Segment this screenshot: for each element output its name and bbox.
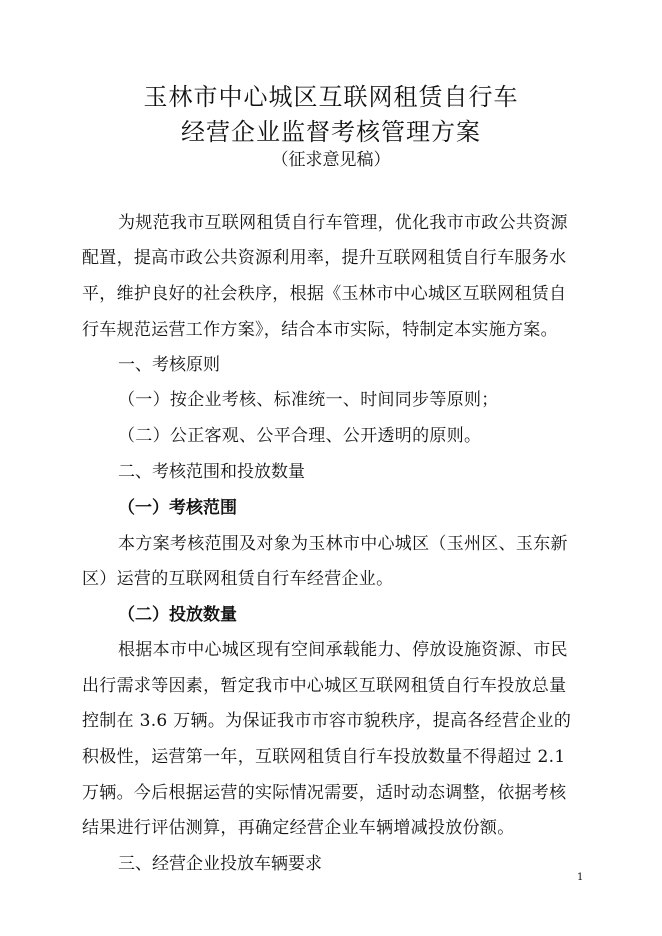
document-title-line1: 玉林市中心城区互联网租赁自行车 <box>143 83 519 111</box>
body-line: 本方案考核范围及对象为玉林市中心城区（玉州区、玉东新 <box>118 534 568 554</box>
intro-line: 平，维护良好的社会秩序，根据《玉林市中心城区互联网租赁自 <box>82 284 567 304</box>
section-heading: 三、经营企业投放车辆要求 <box>118 854 322 874</box>
subsection-heading: （一）考核范围 <box>118 498 237 518</box>
document-title-line2: 经营企业监督考核管理方案 <box>181 118 481 146</box>
subsection-heading: （二）投放数量 <box>118 605 237 625</box>
section-heading: 一、考核原则 <box>118 355 220 375</box>
body-line: 万辆。今后根据运营的实际情况需要，适时动态调整，依据考核 <box>82 783 567 803</box>
principle-item: （二）公正客观、公平合理、公开透明的原则。 <box>118 426 482 446</box>
intro-line: 为规范我市互联网租赁自行车管理，优化我市市政公共资源 <box>118 213 568 233</box>
body-line: 根据本市中心城区现有空间承载能力、停放设施资源、市民 <box>118 640 568 660</box>
document-subtitle: （征求意见稿） <box>271 150 391 170</box>
body-line: 区）运营的互联网租赁自行车经营企业。 <box>82 569 394 589</box>
body-line: 积极性，运营第一年，互联网租赁自行车投放数量不得超过 2.1 <box>82 747 566 767</box>
intro-line: 配置，提高市政公共资源利用率，提升互联网租赁自行车服务水 <box>82 248 567 268</box>
page-number: 1 <box>577 872 584 883</box>
intro-line: 行车规范运营工作方案》，结合本市实际，特制定本实施方案。 <box>82 320 558 340</box>
body-line: 结果进行评估测算，再确定经营企业车辆增减投放份额。 <box>82 818 515 838</box>
principle-item: （一）按企业考核、标准统一、时间同步等原则； <box>118 390 499 410</box>
body-line: 出行需求等因素，暂定我市中心城区互联网租赁自行车投放总量 <box>82 676 567 696</box>
body-line: 控制在 3.6 万辆。为保证我市市容市貌秩序，提高各经营企业的 <box>82 711 572 731</box>
section-heading: 二、考核范围和投放数量 <box>118 462 305 482</box>
